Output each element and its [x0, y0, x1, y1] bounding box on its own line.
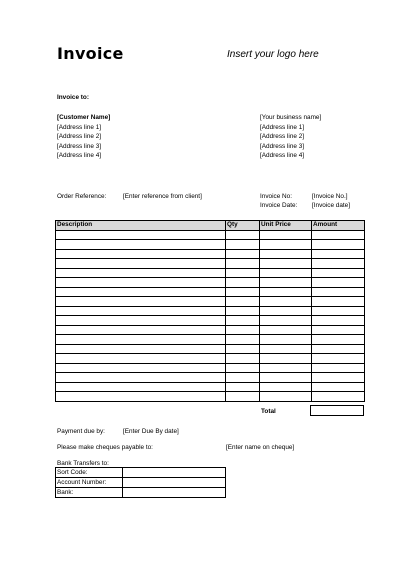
unit-price-cell[interactable] [260, 259, 312, 269]
total-amount-field[interactable] [310, 405, 364, 416]
bank-row [56, 468, 226, 478]
amount-cell[interactable] [312, 392, 365, 402]
customer-address-line: [Address line 4] [57, 152, 102, 160]
unit-price-cell[interactable] [260, 240, 312, 250]
amount-cell[interactable] [312, 316, 365, 326]
column-header-description: Description [56, 221, 226, 231]
invoice-date-value: [Invoice date] [312, 202, 351, 209]
description-cell[interactable] [56, 325, 226, 335]
line-items-table [55, 220, 365, 402]
description-cell[interactable] [56, 316, 226, 326]
description-cell[interactable] [56, 382, 226, 392]
qty-cell[interactable] [226, 392, 260, 402]
unit-price-cell[interactable] [260, 382, 312, 392]
description-cell[interactable] [56, 287, 226, 297]
qty-cell[interactable] [226, 268, 260, 278]
amount-cell[interactable] [312, 354, 365, 364]
unit-price-cell[interactable] [260, 354, 312, 364]
table-row [56, 382, 365, 392]
bank-row-value-cell[interactable] [123, 478, 226, 488]
payment-due-value: [Enter Due By date] [123, 428, 179, 435]
invoice-no-label: Invoice No: [260, 193, 292, 200]
unit-price-cell[interactable] [260, 306, 312, 316]
table-row [56, 240, 365, 250]
qty-cell[interactable] [226, 344, 260, 354]
qty-cell[interactable] [226, 297, 260, 307]
description-cell[interactable] [56, 297, 226, 307]
unit-price-cell[interactable] [260, 287, 312, 297]
bank-row [56, 478, 226, 488]
line-items-header-row [56, 221, 365, 231]
qty-cell[interactable] [226, 230, 260, 240]
unit-price-cell[interactable] [260, 325, 312, 335]
bank-row-label: Bank: [56, 488, 123, 498]
total-label: Total [261, 408, 276, 415]
unit-price-cell[interactable] [260, 392, 312, 402]
amount-cell[interactable] [312, 306, 365, 316]
amount-cell[interactable] [312, 230, 365, 240]
unit-price-cell[interactable] [260, 363, 312, 373]
qty-cell[interactable] [226, 354, 260, 364]
invoice-to-label: Invoice to: [57, 94, 89, 101]
unit-price-cell[interactable] [260, 278, 312, 288]
bank-transfers-label: Bank Transfers to: [57, 460, 109, 467]
business-name: [Your business name] [260, 114, 322, 121]
qty-cell[interactable] [226, 363, 260, 373]
description-cell[interactable] [56, 335, 226, 345]
amount-cell[interactable] [312, 382, 365, 392]
qty-cell[interactable] [226, 316, 260, 326]
column-header-amount: Amount [312, 221, 365, 231]
bank-row-value-cell[interactable] [123, 488, 226, 498]
amount-cell[interactable] [312, 268, 365, 278]
unit-price-cell[interactable] [260, 344, 312, 354]
table-row [56, 278, 365, 288]
business-address-line: [Address line 1] [260, 123, 305, 131]
table-row [56, 325, 365, 335]
customer-name: [Customer Name] [57, 114, 111, 121]
amount-cell[interactable] [312, 373, 365, 383]
invoice-no-value: [Invoice No.] [312, 193, 348, 200]
amount-cell[interactable] [312, 249, 365, 259]
description-cell[interactable] [56, 278, 226, 288]
table-row [56, 392, 365, 402]
customer-address-block [57, 113, 110, 161]
amount-cell[interactable] [312, 325, 365, 335]
qty-cell[interactable] [226, 335, 260, 345]
table-row [56, 297, 365, 307]
qty-cell[interactable] [226, 278, 260, 288]
amount-cell[interactable] [312, 297, 365, 307]
qty-cell[interactable] [226, 259, 260, 269]
unit-price-cell[interactable] [260, 297, 312, 307]
qty-cell[interactable] [226, 325, 260, 335]
qty-cell[interactable] [226, 240, 260, 250]
table-row [56, 249, 365, 259]
business-address-line: [Address line 4] [260, 152, 305, 160]
description-cell[interactable] [56, 230, 226, 240]
customer-address-line: [Address line 3] [57, 142, 102, 150]
table-row [56, 354, 365, 364]
business-address-line: [Address line 2] [260, 133, 305, 141]
bank-row [56, 488, 226, 498]
table-row [56, 306, 365, 316]
amount-cell[interactable] [312, 287, 365, 297]
table-row [56, 230, 365, 240]
description-cell[interactable] [56, 373, 226, 383]
table-row [56, 373, 365, 383]
unit-price-cell[interactable] [260, 230, 312, 240]
amount-cell[interactable] [312, 278, 365, 288]
qty-cell[interactable] [226, 287, 260, 297]
unit-price-cell[interactable] [260, 373, 312, 383]
payment-due-label: Payment due by: [57, 428, 105, 435]
cheques-payable-label: Please make cheques payable to: [57, 444, 153, 451]
bank-row-value-cell[interactable] [123, 468, 226, 478]
unit-price-cell[interactable] [260, 335, 312, 345]
amount-cell[interactable] [312, 240, 365, 250]
order-reference-label: Order Reference: [57, 193, 107, 200]
amount-cell[interactable] [312, 363, 365, 373]
unit-price-cell[interactable] [260, 268, 312, 278]
table-row [56, 268, 365, 278]
unit-price-cell[interactable] [260, 316, 312, 326]
customer-address-line: [Address line 1] [57, 123, 102, 131]
table-row [56, 344, 365, 354]
amount-cell[interactable] [312, 335, 365, 345]
cheques-payable-value: [Enter name on cheque] [226, 444, 295, 451]
qty-cell[interactable] [226, 306, 260, 316]
description-cell[interactable] [56, 259, 226, 269]
amount-cell[interactable] [312, 259, 365, 269]
column-header-unit-price: Unit Price [260, 221, 312, 231]
description-cell[interactable] [56, 392, 226, 402]
table-row [56, 335, 365, 345]
table-row [56, 259, 365, 269]
description-cell[interactable] [56, 363, 226, 373]
description-cell[interactable] [56, 354, 226, 364]
amount-cell[interactable] [312, 344, 365, 354]
invoice-date-label: Invoice Date: [260, 202, 298, 209]
business-address-block [260, 113, 321, 161]
table-row [56, 287, 365, 297]
business-address-line: [Address line 3] [260, 142, 305, 150]
description-cell[interactable] [56, 240, 226, 250]
bank-details-table [55, 467, 226, 498]
description-cell[interactable] [56, 344, 226, 354]
customer-address-line: [Address line 2] [57, 133, 102, 141]
unit-price-cell[interactable] [260, 249, 312, 259]
qty-cell[interactable] [226, 373, 260, 383]
table-row [56, 316, 365, 326]
qty-cell[interactable] [226, 249, 260, 259]
qty-cell[interactable] [226, 382, 260, 392]
column-header-qty: Qty [226, 221, 260, 231]
description-cell[interactable] [56, 249, 226, 259]
description-cell[interactable] [56, 268, 226, 278]
bank-row-label: Sort Code: [56, 468, 123, 478]
description-cell[interactable] [56, 306, 226, 316]
table-row [56, 363, 365, 373]
bank-row-label: Account Number: [56, 478, 123, 488]
logo-placeholder: Insert your logo here [227, 49, 319, 60]
order-reference-value: [Enter reference from client] [123, 193, 202, 200]
invoice-title: Invoice [57, 44, 124, 63]
